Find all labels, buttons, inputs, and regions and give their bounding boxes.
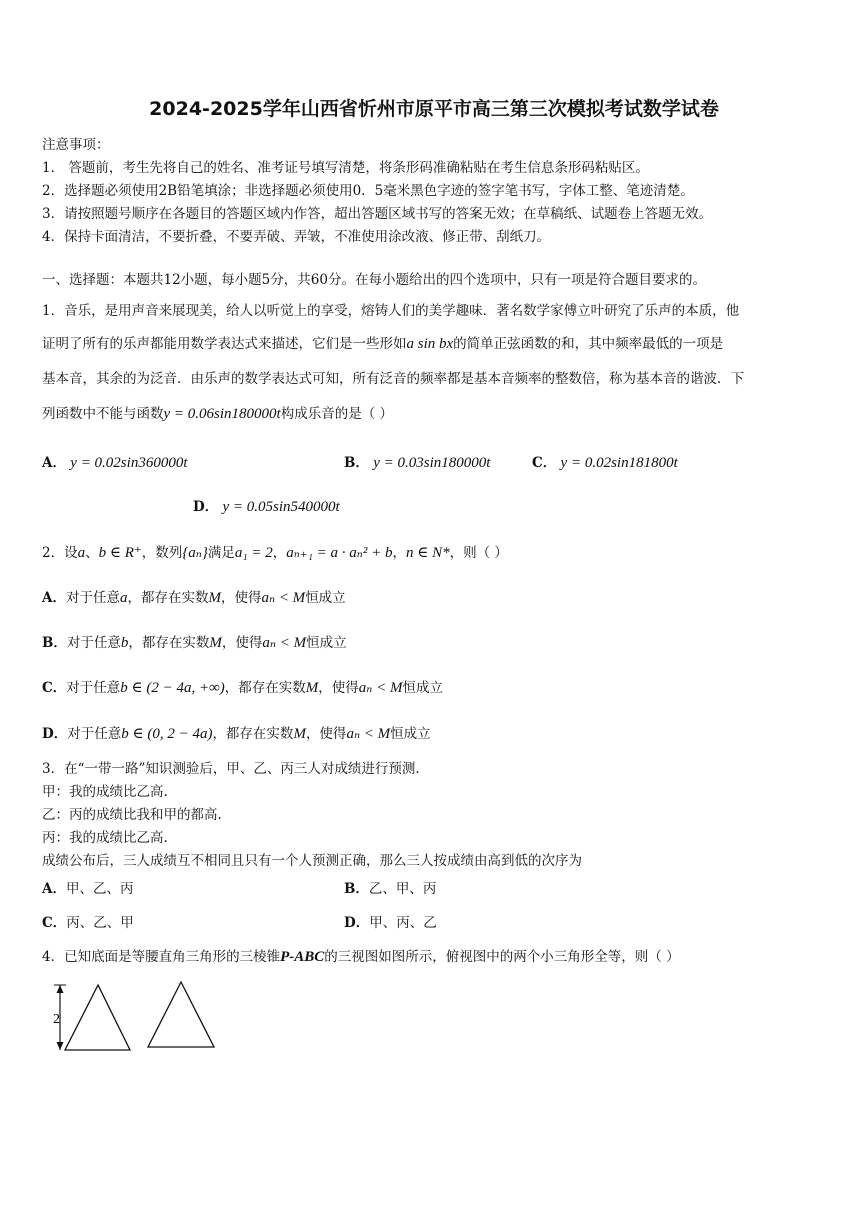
option-label: B． [344,881,369,897]
note-item: 3．请按照题号顺序在各题目的答题区域内作答，超出答题区域书写的答案无效；在草稿纸、试题卷上答题无效。 [42,206,713,222]
option-label: B． [42,635,67,651]
math: a [77,545,86,561]
text: 恒成立 [306,635,347,651]
option-label: C． [532,455,557,471]
notes-heading: 注意事项： [42,137,110,153]
text: ，都存在实数 [127,590,209,606]
math: {aₙ} [182,545,208,561]
math: y = 0.03sin180000t [373,455,491,471]
q3-option-a [42,877,133,897]
text: 对于任意 [67,726,122,742]
math: y = 0.06sin180000t [163,406,281,422]
q1-line: 1．音乐，是用声音来展现美，给人以听觉上的享受，熔铸人们的美学趣味．著名数学家傅立叶研究了乐声的本质，他 [42,303,740,319]
option-label: C． [42,915,67,931]
text: 、 [85,545,99,561]
text: 乙、甲、丙 [368,881,437,897]
q3-line: 丙：我的成绩比乙高. [42,830,168,846]
math: y = 0.05sin540000t [222,499,340,515]
q1-option-c [532,451,678,472]
math: a₁ = 2 [234,545,273,561]
q2-option-d [42,722,431,743]
text: 满足 [207,545,235,561]
text: 证明了所有的乐声都能用数学表达式来描述，它们是一些形如 [42,336,407,352]
q3-line: 成绩公布后，三人成绩互不相同且只有一个人预测正确，那么三人按成绩由高到低的次序为 [42,853,582,869]
math: y = 0.02sin181800t [560,455,678,471]
q3-line: 甲：我的成绩比乙高. [42,784,168,800]
math: y = 0.02sin360000t [70,455,188,471]
q3-line: 乙：丙的成绩比我和甲的都高. [42,807,222,823]
text: 的三视图如图所示，俯视图中的两个小三角形全等，则（ ） [324,949,680,965]
side-view-triangle [148,982,214,1047]
text: 的简单正弦函数的和，其中频率最低的一项是 [453,336,724,352]
math: b ∈ (0, 2 − 4a) [121,726,213,742]
q1-line [42,402,393,423]
math: a sin bx [406,336,454,352]
q1-line [42,332,723,353]
text: ，使得 [318,680,359,696]
text: ，数列 [141,545,183,561]
math: b ∈ (2 − 4a, +∞) [120,680,225,696]
text: 2．设 [42,545,78,561]
math: aₙ₊₁ = a · aₙ² + b [286,545,393,561]
math: aₙ < M [358,680,403,696]
q2-stem [42,541,508,562]
option-label: C． [42,680,67,696]
q2-option-a [42,586,346,607]
note-item: 1． 答题前，考生先将自己的姓名、准考证号填写清楚，将条形码准确粘贴在考生信息条形码粘贴区。 [42,160,649,176]
math: M [293,726,306,742]
text: 丙、乙、甲 [66,915,134,931]
text: ，都存在实数 [224,680,306,696]
front-view-triangle [65,985,130,1050]
math: b [120,635,129,651]
note-item: 4．保持卡面清洁，不要折叠，不要弄破、弄皱，不准使用涂改液、修正带、刮纸刀。 [42,229,551,245]
q3-option-b [344,877,436,897]
text: 恒成立 [402,680,443,696]
math: n ∈ N* [406,545,450,561]
math: M [208,590,221,606]
option-label: A． [42,590,66,606]
option-label: D． [193,499,219,515]
text: ，则（ ） [449,545,508,561]
q3-option-d [344,911,437,931]
math: aₙ < M [262,635,307,651]
option-label: D． [344,915,370,931]
text: ，使得 [220,590,262,606]
math: M [305,680,319,696]
option-label: B． [344,455,369,471]
text: ，都存在实数 [212,726,294,742]
text: 构成乐音的是（ ） [280,406,393,422]
text: ， [392,545,406,561]
page-title: 2024-2025学年山西省忻州市原平市高三第三次模拟考试数学试卷 [149,98,719,120]
option-label: A． [42,881,66,897]
q1-option-a [42,451,187,472]
text: 甲、丙、乙 [369,915,437,931]
q1-line: 基本音，其余的为泛音．由乐声的数学表达式可知，所有泛音的频率都是基本音频率的整数倍，称为基本音的谐波．下 [42,371,744,387]
text: 列函数中不能与函数 [42,406,164,422]
q2-option-c [42,676,443,697]
section-heading: 一、选择题：本题共12小题，每小题5分，共60分。在每小题给出的四个选项中，只有一项是符合题目要求的。 [42,272,706,288]
math: aₙ < M [346,726,391,742]
q2-option-b [42,631,347,652]
text: 4．已知底面是等腰直角三角形的三棱锥 [42,949,281,965]
q3-stem: 3．在“一带一路”知识测验后，甲、乙、丙三人对成绩进行预测. [42,761,420,777]
text: ，使得 [305,726,347,742]
text: ， [272,545,287,561]
math: b ∈ R⁺ [98,545,142,561]
q4-stem [42,945,680,966]
text: 对于任意 [66,635,121,651]
note-item: 2．选择题必须使用2B铅笔填涂；非选择题必须使用0．5毫米黑色字迹的签字笔书写，字体工整、笔迹清楚。 [42,183,694,199]
q3-option-c [42,911,134,931]
text: 对于任意 [65,590,120,606]
dimension-label: 2 [53,1012,60,1027]
text: 甲、乙、丙 [65,881,134,897]
q1-option-d [193,495,340,516]
math: a [119,590,128,606]
math: M [209,635,222,651]
option-label: D． [42,726,68,742]
text: ，使得 [221,635,263,651]
math: P-ABC [280,949,325,965]
text: 恒成立 [390,726,431,742]
three-view-figure [40,978,230,1058]
option-label: A． [42,455,66,471]
text: 恒成立 [305,590,346,606]
text: 对于任意 [66,680,121,696]
text: ，都存在实数 [128,635,210,651]
math: aₙ < M [261,590,306,606]
q1-option-b [344,451,490,472]
